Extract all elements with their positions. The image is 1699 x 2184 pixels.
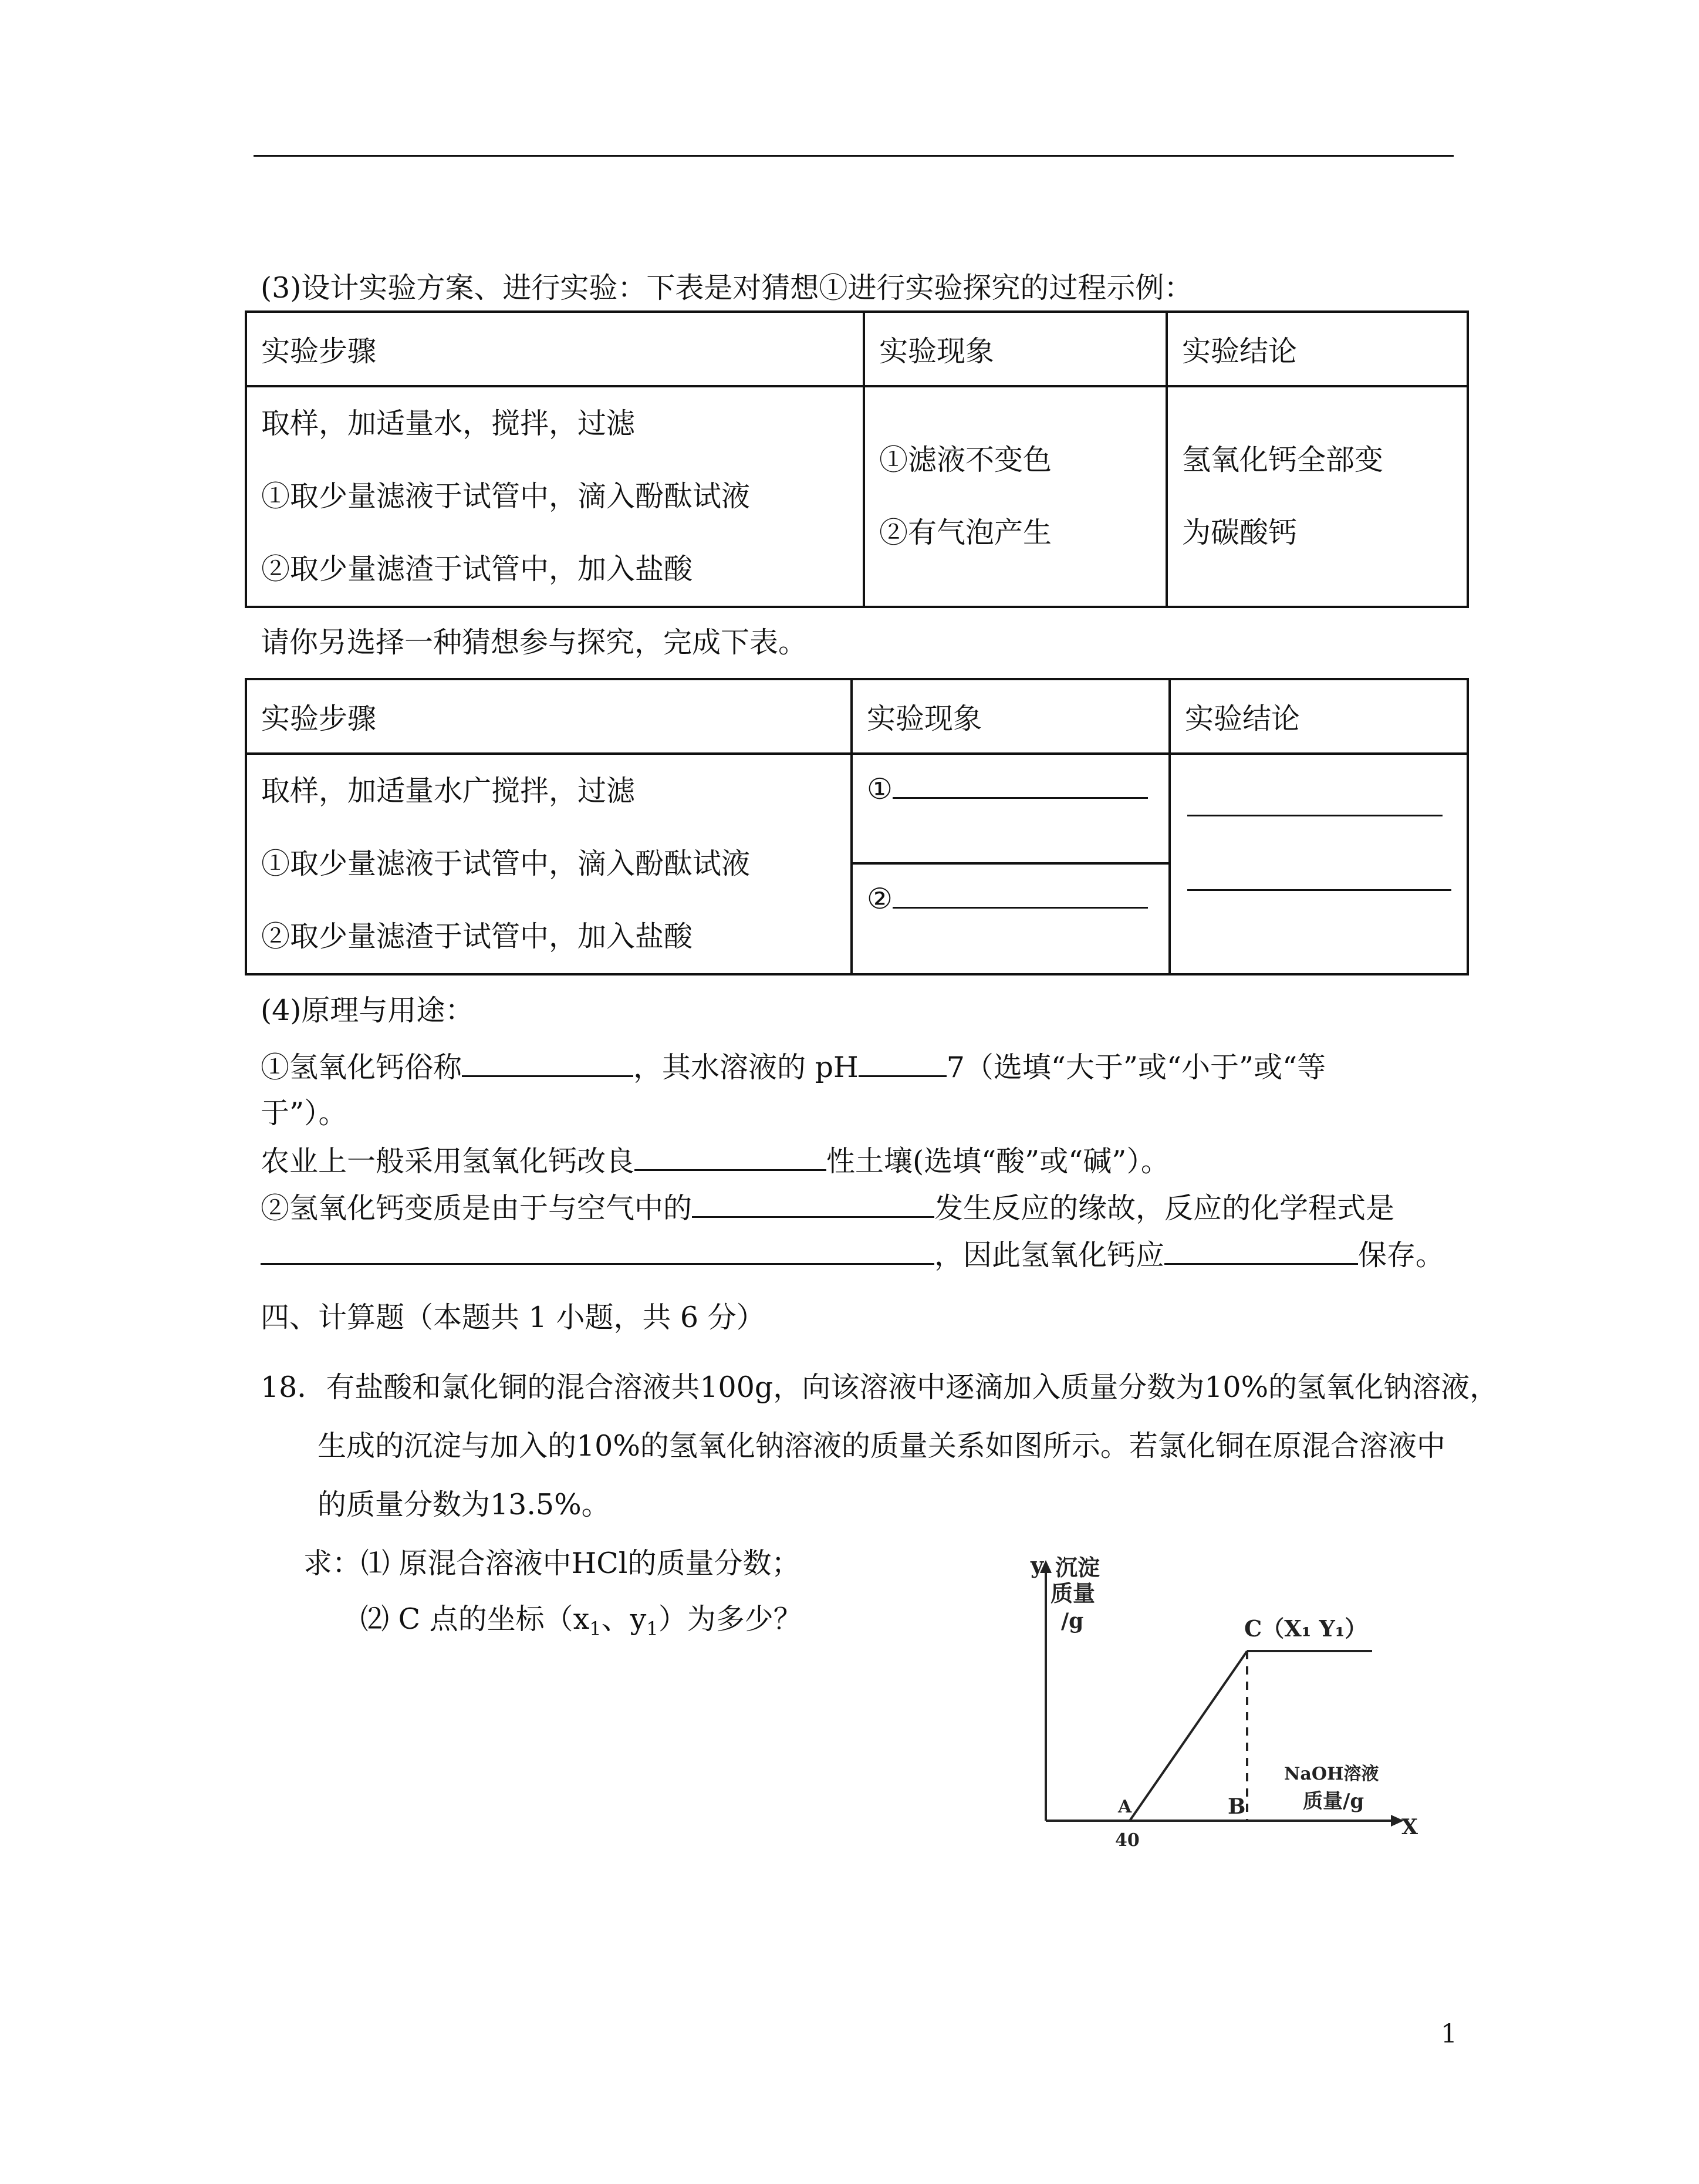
table1-phenomenon-1: ①滤液不变色 (879, 443, 1052, 477)
common-name-blank[interactable] (462, 1052, 633, 1077)
q3-text-a: ②氢氧化钙变质是由于与空气中的 (261, 1191, 693, 1225)
point-a-label: A (1118, 1797, 1132, 1817)
table1-step-1: 取样，加适量水，搅拌，过滤 (261, 407, 636, 440)
ask-2 (360, 1602, 802, 1640)
table1-phenomenon-2: ②有气泡产生 (879, 516, 1052, 549)
table2-steps-cell (246, 754, 852, 974)
ask-2-sub-y: 1 (646, 1617, 658, 1640)
table1-conclusion-1: 氢氧化钙全部变 (1182, 443, 1384, 477)
point-c-label: C（X₁ Y₁） (1244, 1615, 1367, 1642)
table2-prompt: 请你另选择一种猜想参与探究，完成下表。 (261, 626, 808, 659)
ask-1: 求：⑴ 原混合溶液中HCl的质量分数； (303, 1547, 800, 1580)
table2-header-steps: 实验步骤 (246, 679, 852, 754)
part4-heading: 四、计算题（本题共 1 小题，共 6 分） (261, 1301, 765, 1334)
table1-phenomena-cell (864, 386, 1167, 607)
table2-phenomenon-1-cell (852, 754, 1170, 863)
q3-line (261, 1191, 1394, 1226)
section4-title: (4)原理与用途： (261, 994, 474, 1027)
table1-step-3: ②取少量滤渣于试管中，加入盐酸 (261, 552, 693, 586)
q3-text-b: 发生反应的缘故，反应的化学程式是 (934, 1191, 1395, 1225)
ask-2-text-c: ）为多少？ (658, 1602, 802, 1636)
q18-line-3: 的质量分数为13.5%。 (317, 1488, 610, 1521)
conclusion-blank-2[interactable] (1187, 866, 1451, 891)
q1-line-cont: 于”）。 (261, 1096, 347, 1130)
ask-2-sub-x: 1 (589, 1617, 602, 1640)
table2-step-3: ②取少量滤渣于试管中，加入盐酸 (261, 920, 693, 953)
storage-blank[interactable] (1164, 1240, 1358, 1265)
table2-header-conclusion: 实验结论 (1170, 679, 1468, 754)
ask-2-text-b: 、y (601, 1602, 647, 1636)
q18-line-2: 生成的沉淀与加入的10%的氢氧化钠溶液的质量关系如图所示。若氯化铜在原混合溶液中 (317, 1429, 1445, 1463)
table2-phenomenon-2-cell (852, 863, 1170, 974)
table1-step-2: ①取少量滤液于试管中，滴入酚酞试液 (261, 480, 751, 513)
q3-line-cont (261, 1238, 1444, 1273)
conclusion-blank-1[interactable] (1187, 791, 1443, 816)
x-label-1: NaOH溶液 (1284, 1764, 1379, 1784)
phenomenon-1-blank[interactable] (893, 774, 1148, 799)
example-table (245, 310, 1469, 608)
ph-blank[interactable] (859, 1052, 947, 1077)
x-tick-40: 40 (1115, 1830, 1140, 1851)
precipitate-graph (1009, 1550, 1432, 1855)
phenomenon-2-blank[interactable] (893, 883, 1148, 909)
y-label-3: /g (1061, 1609, 1084, 1633)
table2-phenomenon-1-label: ① (867, 772, 893, 806)
x-axis-letter: X (1401, 1815, 1418, 1839)
table2-phenomenon-2-label: ② (867, 882, 893, 916)
table2-header-phenomena: 实验现象 (852, 679, 1170, 754)
table1-conclusion-cell (1167, 386, 1468, 607)
y-axis-letter: y (1031, 1552, 1044, 1578)
table1-header-phenomena: 实验现象 (864, 312, 1167, 386)
table1-header-steps: 实验步骤 (246, 312, 864, 386)
ask-2-text-a: ⑵ C 点的坐标（x (360, 1602, 590, 1636)
q1-text-a: ①氢氧化钙俗称 (261, 1051, 462, 1084)
point-b-label: B (1228, 1794, 1246, 1819)
q2-text-b: 性土壤(选填“酸”或“碱”）。 (826, 1145, 1170, 1178)
table1-steps-cell (246, 386, 864, 607)
x-label-2: 质量/g (1303, 1790, 1364, 1813)
table2-step-1: 取样，加适量水广搅拌，过滤 (261, 774, 636, 808)
q18-line-1: 18．有盐酸和氯化铜的混合溶液共100g，向该溶液中逐滴加入质量分数为10%的氢氧化钠溶液， (261, 1371, 1499, 1404)
q1-text-b: ，其水溶液的 pH (633, 1051, 859, 1084)
table1-conclusion-2: 为碳酸钙 (1182, 516, 1298, 549)
page-number: 1 (1441, 2019, 1457, 2049)
q2-line (261, 1145, 1170, 1179)
equation-blank[interactable] (261, 1240, 934, 1265)
table2-conclusion-cell (1170, 754, 1468, 974)
q1-text-c: 7（选填“大于”或“小于”或“等 (946, 1051, 1326, 1084)
table2-step-2: ①取少量滤液于试管中，滴入酚酞试液 (261, 847, 751, 880)
y-label-1: 沉淀 (1055, 1554, 1100, 1581)
q2-text-a: 农业上一般采用氢氧化钙改良 (261, 1145, 635, 1178)
q1-line (261, 1051, 1326, 1085)
answer-table (245, 678, 1469, 975)
y-label-2: 质量 (1051, 1580, 1096, 1606)
header-rule (254, 155, 1454, 157)
section3-title: (3)设计实验方案、进行实验：下表是对猜想①进行实验探究的过程示例： (261, 271, 1193, 305)
reactant-blank[interactable] (692, 1193, 934, 1218)
soil-type-blank[interactable] (634, 1146, 826, 1171)
table1-header-conclusion: 实验结论 (1167, 312, 1468, 386)
q3-text-d: 保存。 (1358, 1238, 1445, 1272)
q3-text-c: ，因此氢氧化钙应 (934, 1238, 1165, 1272)
